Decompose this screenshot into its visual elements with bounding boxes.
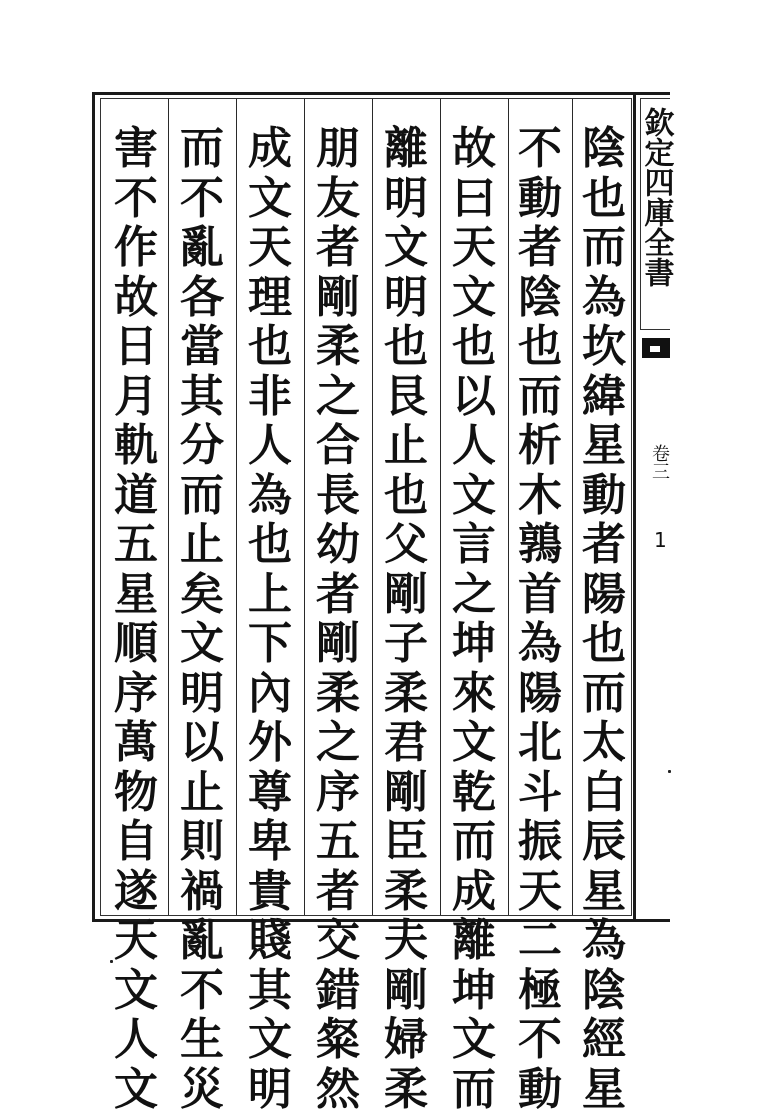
character: 非 xyxy=(248,370,292,422)
character: 也 xyxy=(248,519,292,570)
character: 以 xyxy=(452,370,496,422)
character: 不 xyxy=(180,964,224,1016)
character: 軌 xyxy=(114,420,158,471)
book-title: 欽定四庫全書 xyxy=(638,107,674,287)
character: 當 xyxy=(180,321,224,372)
character: 柔 xyxy=(384,667,428,719)
character: 者 xyxy=(582,519,626,570)
text-column xyxy=(571,123,637,1115)
character: 星 xyxy=(114,568,158,620)
character: 也 xyxy=(384,321,428,372)
character: 曰 xyxy=(452,172,496,224)
character: 為 xyxy=(582,915,626,966)
character: 星 xyxy=(582,420,626,471)
character: 也 xyxy=(582,618,626,669)
character: 各 xyxy=(180,271,224,323)
character: 害 xyxy=(114,123,158,174)
character: 鶉 xyxy=(518,519,562,570)
character: 動 xyxy=(518,172,562,224)
character: 陽 xyxy=(518,667,562,719)
character: 矣 xyxy=(180,568,224,620)
character: 言 xyxy=(452,519,496,570)
character: 幼 xyxy=(316,519,360,570)
character: 天 xyxy=(248,222,292,273)
character: 理 xyxy=(248,271,292,323)
character: 二 xyxy=(518,915,562,966)
character: 止 xyxy=(384,420,428,471)
character: 首 xyxy=(518,568,562,620)
character: 則 xyxy=(180,816,224,867)
character: 天 xyxy=(114,915,158,966)
character: 也 xyxy=(384,469,428,521)
character: 極 xyxy=(518,964,562,1016)
character: 亂 xyxy=(180,915,224,966)
character: 序 xyxy=(114,667,158,719)
volume-label: 卷三 xyxy=(649,444,670,480)
character: 離 xyxy=(384,123,428,174)
character: 為 xyxy=(582,271,626,323)
text-column xyxy=(507,123,573,1115)
character: 也 xyxy=(248,321,292,372)
character: 剛 xyxy=(384,568,428,620)
character: 文 xyxy=(114,964,158,1016)
character: 明 xyxy=(384,172,428,224)
character: 婦 xyxy=(384,1014,428,1065)
character: 成 xyxy=(248,123,292,174)
character: 自 xyxy=(114,816,158,867)
character: 文 xyxy=(248,1014,292,1065)
character: 剛 xyxy=(316,271,360,323)
character: 日 xyxy=(114,321,158,372)
character: 內 xyxy=(248,667,292,719)
character: 明 xyxy=(384,271,428,323)
character: 柔 xyxy=(316,667,360,719)
character: 賤 xyxy=(248,915,292,966)
character: 動 xyxy=(518,1063,562,1115)
character: 文 xyxy=(452,469,496,521)
character: 者 xyxy=(316,568,360,620)
character: 星 xyxy=(582,865,626,917)
character: 而 xyxy=(180,123,224,174)
character: 道 xyxy=(114,469,158,521)
character: 而 xyxy=(452,816,496,867)
character: 文 xyxy=(248,172,292,224)
character: 者 xyxy=(518,222,562,273)
character: 柔 xyxy=(384,1063,428,1115)
character: 子 xyxy=(384,618,428,669)
character: 止 xyxy=(180,519,224,570)
character: 來 xyxy=(452,667,496,719)
character: 坤 xyxy=(452,618,496,669)
character: 剛 xyxy=(384,964,428,1016)
character: 陰 xyxy=(518,271,562,323)
character: 析 xyxy=(518,420,562,471)
volume-label-box xyxy=(648,444,670,480)
character: 交 xyxy=(316,915,360,966)
character: 明 xyxy=(248,1063,292,1115)
book-title-box xyxy=(638,98,674,330)
character: 經 xyxy=(582,1014,626,1065)
character: 朋 xyxy=(316,123,360,174)
character: 剛 xyxy=(316,618,360,669)
character: 故 xyxy=(114,271,158,323)
character: 斗 xyxy=(518,766,562,818)
ink-speck xyxy=(110,960,113,963)
character: 外 xyxy=(248,717,292,768)
character: 坎 xyxy=(582,321,626,372)
character: 為 xyxy=(248,469,292,521)
character: 粲 xyxy=(316,1014,360,1065)
text-column xyxy=(103,123,169,1115)
character: 之 xyxy=(316,370,360,422)
character: 白 xyxy=(582,766,626,818)
character: 長 xyxy=(316,469,360,521)
character: 合 xyxy=(316,420,360,471)
character: 災 xyxy=(180,1063,224,1115)
character: 而 xyxy=(582,222,626,273)
character: 文 xyxy=(384,222,428,273)
character: 止 xyxy=(180,766,224,818)
character: 剛 xyxy=(384,766,428,818)
character: 不 xyxy=(180,172,224,224)
character: 分 xyxy=(180,420,224,471)
character: 而 xyxy=(518,370,562,422)
character: 順 xyxy=(114,618,158,669)
character: 木 xyxy=(518,469,562,521)
character: 為 xyxy=(518,618,562,669)
character: 卑 xyxy=(248,816,292,867)
character: 不 xyxy=(518,1014,562,1065)
character: 也 xyxy=(518,321,562,372)
character: 萬 xyxy=(114,717,158,768)
character: 人 xyxy=(248,420,292,471)
character: 生 xyxy=(180,1014,224,1065)
character: 之 xyxy=(452,568,496,620)
character: 而 xyxy=(452,1063,496,1115)
character: 陰 xyxy=(582,964,626,1016)
ink-speck xyxy=(668,770,671,773)
character: 柔 xyxy=(316,321,360,372)
character: 文 xyxy=(180,618,224,669)
character: 明 xyxy=(180,667,224,719)
character: 其 xyxy=(248,964,292,1016)
character: 之 xyxy=(316,717,360,768)
character: 振 xyxy=(518,816,562,867)
character: 故 xyxy=(452,123,496,174)
character: 陰 xyxy=(582,123,626,174)
text-column xyxy=(441,123,507,1115)
character: 而 xyxy=(180,469,224,521)
character: 離 xyxy=(452,915,496,966)
character: 五 xyxy=(316,816,360,867)
character: 辰 xyxy=(582,816,626,867)
character: 人 xyxy=(114,1014,158,1065)
character: 父 xyxy=(384,519,428,570)
character: 尊 xyxy=(248,766,292,818)
character: 北 xyxy=(518,717,562,768)
character: 不 xyxy=(114,172,158,224)
character: 月 xyxy=(114,370,158,422)
character: 星 xyxy=(582,1063,626,1115)
character: 而 xyxy=(582,667,626,719)
character: 文 xyxy=(452,1014,496,1065)
character: 貴 xyxy=(248,865,292,917)
character: 上 xyxy=(248,568,292,620)
character: 禍 xyxy=(180,865,224,917)
character: 其 xyxy=(180,370,224,422)
character: 也 xyxy=(452,321,496,372)
character: 以 xyxy=(180,717,224,768)
character: 文 xyxy=(452,271,496,323)
character: 陽 xyxy=(582,568,626,620)
character: 緯 xyxy=(582,370,626,422)
character: 太 xyxy=(582,717,626,768)
character: 乾 xyxy=(452,766,496,818)
character: 不 xyxy=(518,123,562,174)
character: 成 xyxy=(452,865,496,917)
character: 天 xyxy=(518,865,562,917)
character: 柔 xyxy=(384,865,428,917)
character: 也 xyxy=(582,172,626,224)
character: 友 xyxy=(316,172,360,224)
character: 五 xyxy=(114,519,158,570)
character: 作 xyxy=(114,222,158,273)
character: 遂 xyxy=(114,865,158,917)
character: 者 xyxy=(316,865,360,917)
character: 物 xyxy=(114,766,158,818)
text-column xyxy=(237,123,303,1115)
character: 文 xyxy=(114,1063,158,1115)
character: 天 xyxy=(452,222,496,273)
character: 序 xyxy=(316,766,360,818)
text-column xyxy=(373,123,439,1115)
character: 人 xyxy=(452,420,496,471)
character: 者 xyxy=(316,222,360,273)
character: 君 xyxy=(384,717,428,768)
character: 動 xyxy=(582,469,626,521)
character: 臣 xyxy=(384,816,428,867)
character: 坤 xyxy=(452,964,496,1016)
character: 文 xyxy=(452,717,496,768)
page-number: 1 xyxy=(654,528,667,552)
fishtail-notch xyxy=(650,346,660,352)
character: 艮 xyxy=(384,370,428,422)
character: 亂 xyxy=(180,222,224,273)
text-column xyxy=(305,123,371,1115)
character: 夫 xyxy=(384,915,428,966)
text-column xyxy=(169,123,235,1115)
character: 下 xyxy=(248,618,292,669)
character: 然 xyxy=(316,1063,360,1115)
character: 錯 xyxy=(316,964,360,1016)
